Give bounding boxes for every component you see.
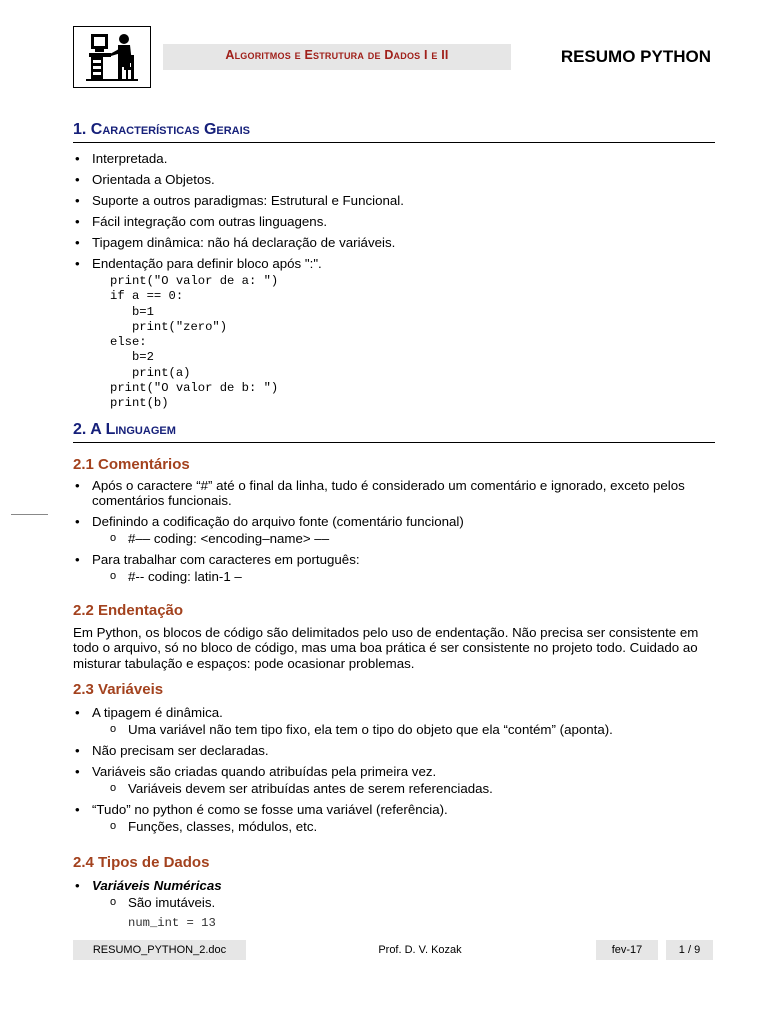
sub-list-item: o Variáveis devem ser atribuídas antes de serem referenciadas.	[92, 781, 713, 796]
subsection-2-1-heading: 2.1 Comentários	[73, 456, 190, 473]
document-title: RESUMO PYTHON	[560, 47, 711, 66]
subsection-2-2-heading: 2.2 Endentação	[73, 602, 184, 619]
subsection-2-4-heading: 2.4 Tipos de Dados	[73, 854, 210, 871]
list-item: • Tipagem dinâmica: não há declaração de variáveis.	[73, 235, 713, 250]
sub-list-item: o Uma variável não tem tipo fixo, ela tem o tipo do objeto que ela “contém” (aponta).	[92, 722, 713, 737]
sub-list	[92, 895, 713, 910]
list-item	[73, 878, 713, 910]
list-item-text: “Tudo” no python é como se fosse uma variável (referência).	[92, 802, 448, 817]
list-item	[73, 514, 713, 546]
sub-list	[92, 781, 713, 796]
list-item	[73, 552, 713, 584]
list-item: • Endentação para definir bloco após ":".	[73, 256, 713, 271]
comments-list	[73, 478, 713, 590]
subsection-2-3-heading: 2.3 Variáveis	[73, 681, 164, 698]
section-1-list	[73, 151, 713, 277]
section-2-heading: 2. A Linguagem	[73, 421, 715, 443]
list-item: • Após o caractere “#” até o final da linha, tudo é considerado um comentário e ignorado, exceto pelos comentários funcionais.	[73, 478, 713, 508]
list-item-text: A tipagem é dinâmica.	[92, 705, 223, 720]
list-item	[73, 764, 713, 796]
footer-filename: RESUMO_PYTHON_2.doc	[73, 940, 246, 960]
footer-date: fev-17	[596, 940, 658, 960]
list-item	[73, 705, 713, 737]
footer-author: Prof. D. V. Kozak	[378, 944, 462, 956]
list-item: • Suporte a outros paradigmas: Estrutural e Funcional.	[73, 193, 713, 208]
sub-list-item: o #–– coding: <encoding–name> ––	[92, 531, 713, 546]
list-item-text: Definindo a codificação do arquivo fonte (comentário funcional)	[92, 514, 464, 529]
footer-page-number: 1 / 9	[666, 940, 713, 960]
list-item	[73, 802, 713, 834]
list-item-text: Variáveis Numéricas	[92, 878, 222, 893]
code-block-indentation: print("O valor de a: ") if a == 0: b=1 print("zero") else: b=2 print(a) print("O valor de b: ") print(b)	[110, 274, 279, 411]
sub-list	[92, 569, 713, 584]
list-item: • Orientada a Objetos.	[73, 172, 713, 187]
sub-list	[92, 722, 713, 737]
sub-list-item: o São imutáveis.	[92, 895, 713, 910]
code-num-int: num_int = 13	[128, 916, 216, 930]
data-types-list	[73, 878, 713, 916]
sub-list-item: o Funções, classes, módulos, etc.	[92, 819, 713, 834]
indentation-paragraph: Em Python, os blocos de código são delimitados pelo uso de endentação. Não precisa ser consistente em todo o arquivo, só no bloco de código, mas uma boa prática é ser consistente no projeto todo. Cuidado ao misturar tabulação e espaços: pode ocasionar problemas.	[73, 625, 699, 671]
list-item-text: Para trabalhar com caracteres em português:	[92, 552, 360, 567]
list-item-text: Variáveis são criadas quando atribuídas pela primeira vez.	[92, 764, 437, 779]
section-1-heading: 1. Características Gerais	[73, 121, 715, 143]
logo-computer-user-icon	[73, 26, 151, 88]
list-item: • Fácil integração com outras linguagens.	[73, 214, 713, 229]
variables-list	[73, 705, 713, 840]
margin-mark	[11, 514, 48, 515]
course-title: Algoritmos e Estrutura de Dados I e II	[225, 48, 449, 62]
sub-list	[92, 531, 713, 546]
sub-list-item: o #-- coding: latin-1 –	[92, 569, 713, 584]
list-item: • Interpretada.	[73, 151, 713, 166]
sub-list	[92, 819, 713, 834]
list-item: • Não precisam ser declaradas.	[73, 743, 713, 758]
